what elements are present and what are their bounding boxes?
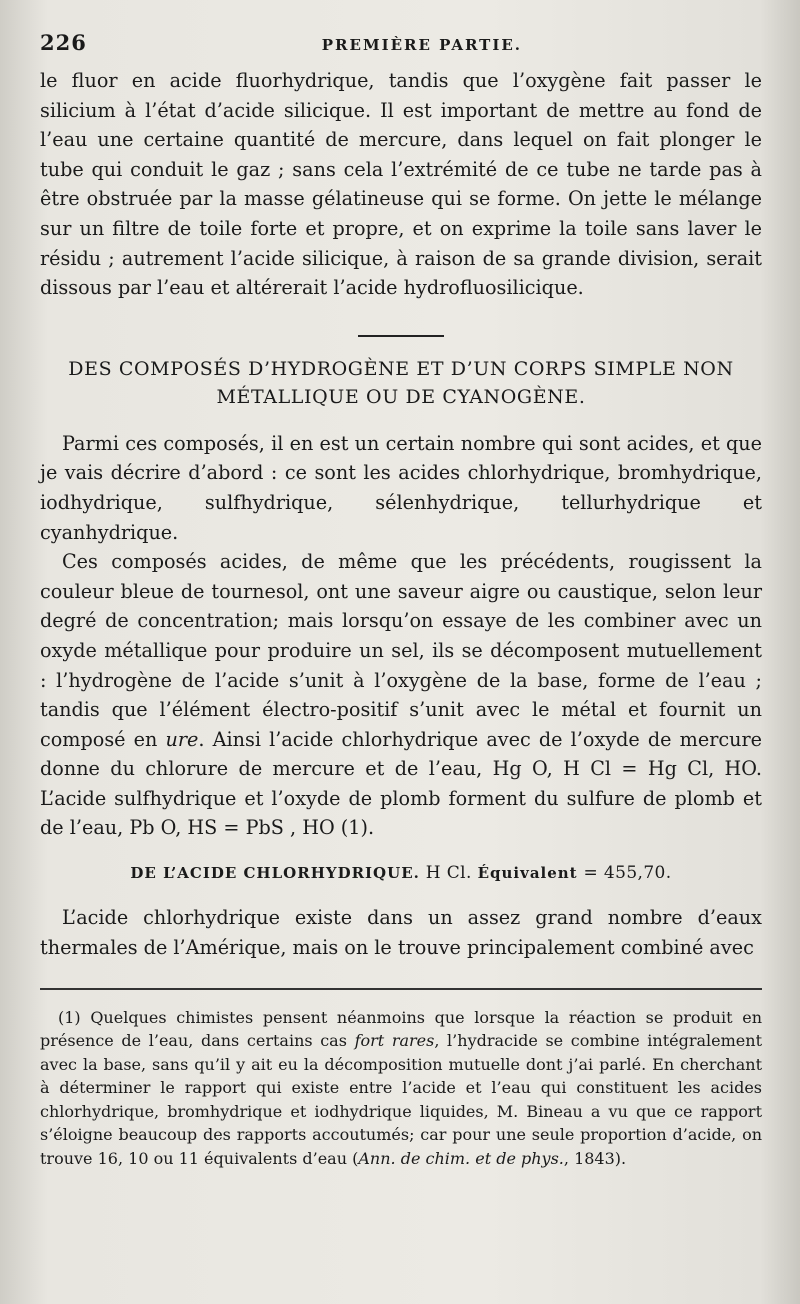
section-heading-line2: MÉTALLIQUE OU DE CYANOGÈNE. (216, 385, 586, 408)
section-paragraph-1: Parmi ces composés, il en est un certain nombre qui sont acides, et que je vais décrire d’abord : ce sont les acides chlorhydrique, bromhydrique, iodhydrique, sulfhydrique, sélenhydrique, tellurhydrique et cyanhydrique. (40, 431, 762, 544)
subsection-title: DE L’ACIDE CHLORHYDRIQUE. (130, 864, 420, 883)
equivalent-value: = 455,70. (583, 863, 672, 884)
footnote-italic-1: fort rares (354, 1031, 435, 1051)
equivalent-label: Équivalent (477, 864, 578, 883)
footnote-italic-2: Ann. de chim. et de phys. (358, 1148, 564, 1168)
section-divider (358, 335, 444, 337)
para2-part-b: . Ainsi l’acide chlorhydrique avec de l’oxyde de mercure donne du chlorure de mercure et de l’eau, Hg O, H Cl = Hg Cl, HO. L’acide sulfhydrique et l’oxyde de plomb forment du sulfure de plomb et de l’eau, Pb O, HS = PbS , HO (1). (40, 727, 762, 840)
running-title: PREMIÈRE PARTIE. (321, 36, 522, 54)
footnote-rule (40, 988, 762, 990)
subsection-formula: H Cl. (425, 863, 472, 884)
footnote-part-b: , l’hydracide se combine intégralement avec la base, sans qu’il y ait eu la décomposition mutuelle dont j’ai parlé. En cherchant à déterminer le rapport qui existe entre l’acide et l’eau qui constituent les acides chlorhydrique, bromhydrique et iodhydrique liquides, M. Bineau a vu que ce rapport s’éloigne beaucoup des rapports accoutumés; car pour une seule proportion d’acide, on trouve 16, 10 ou 11 équivalents d’eau ( (40, 1031, 763, 1168)
section-paragraph-2 (40, 547, 762, 843)
continuation-paragraph: le fluor en acide fluorhydrique, tandis que l’oxygène fait passer le silicium à l’état d’acide silicique. Il est important de mettre au fond de l’eau une certaine quantité de mercure, dans lequel on fait plonger le tube qui conduit le gaz ; sans cela l’extrémité de ce tube ne tarde pas à être obstruée par la masse gélatineuse qui se forme. On jette le mélange sur un filtre de toile forte et propre, et on exprime la toile sans laver le résidu ; autrement l’acide silicique, à raison de sa grande division, serait dissous par l’eau et altérerait l’acide hydrofluosilicique. (40, 69, 762, 300)
subsection-heading (40, 863, 762, 883)
section-heading (40, 355, 762, 411)
para2-part-a: Ces composés acides, de même que les précédents, rougissent la couleur bleue de tournesol, ont une saveur aigre ou caustique, selon leur degré de concentration; mais lorsqu’on essaye de les combiner avec un oxyde métallique pour produire un sel, ils se décomposent mutuellement : l’hydrogène de l’acide s’unit à l’oxygène de la base, forme de l’eau ; tandis que l’élément électro-positif s’unit avec le métal et fournit un composé en (40, 550, 762, 751)
page-header (40, 30, 762, 62)
footnote-part-a: (1) Quelques chimistes pensent néanmoins que lorsque la réaction se produit en présence de l’eau, dans certains cas (40, 1007, 762, 1051)
section-heading-line1: DES COMPOSÉS D’HYDROGÈNE ET D’UN CORPS SIMPLE NON (68, 357, 734, 380)
page-number: 226 (40, 30, 87, 55)
footnote-part-c: , 1843). (563, 1148, 627, 1168)
para2-italic: ure (165, 727, 199, 751)
footnote (40, 1006, 762, 1171)
subsection-paragraph: L’acide chlorhydrique existe dans un assez grand nombre d’eaux thermales de l’Amérique, mais on le trouve principalement combiné avec (40, 906, 762, 959)
